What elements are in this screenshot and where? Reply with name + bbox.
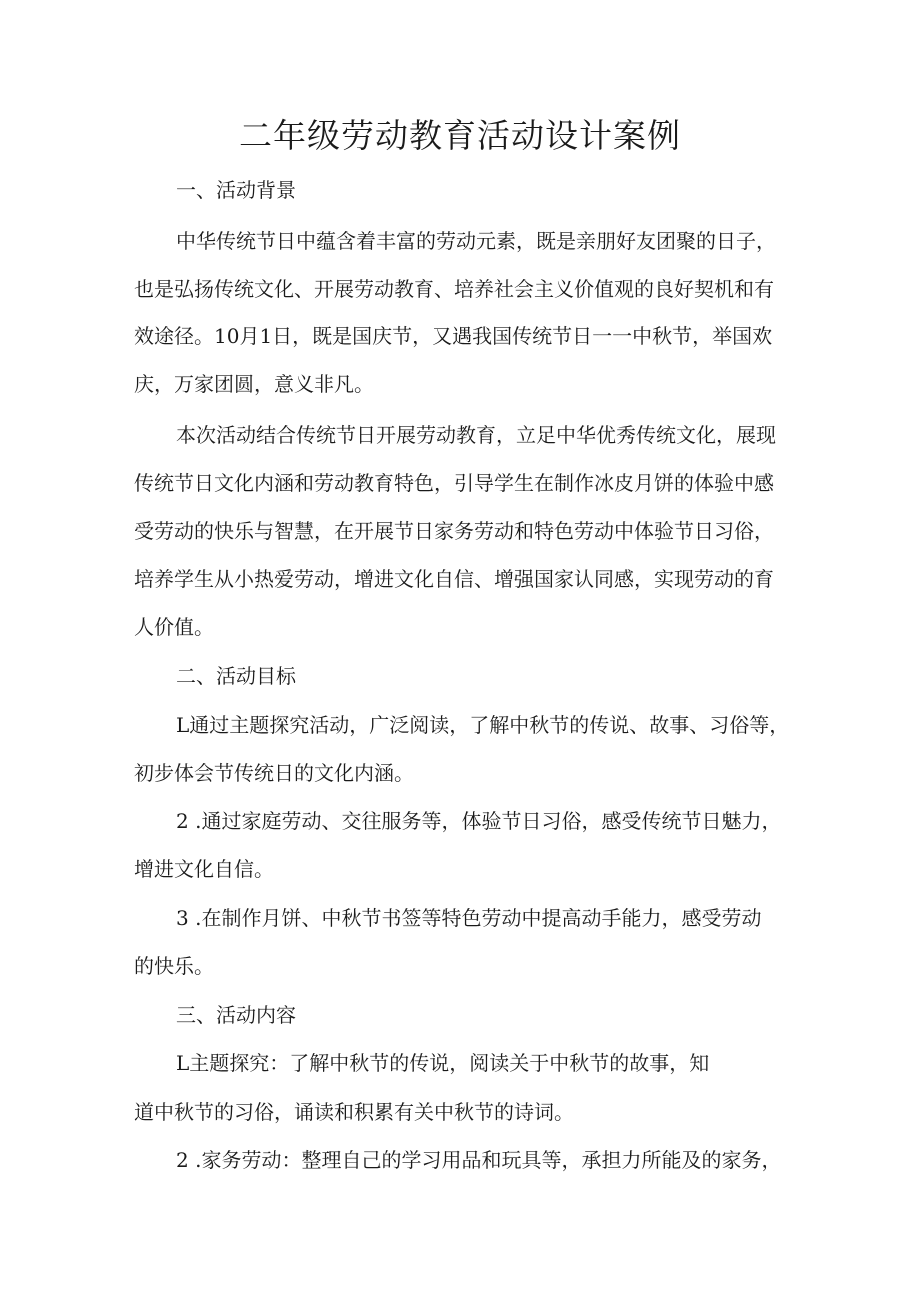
paragraph-line: 的快乐。: [134, 954, 214, 978]
paragraph-line: L主题探究：了解中秋节的传说，阅读关于中秋节的故事，知: [176, 1051, 710, 1075]
paragraph-line: 初步体会节传统日的文化内涵。: [134, 761, 414, 785]
paragraph-line: 受劳动的快乐与智慧，在开展节日家务劳动和特色劳动中体验节日习俗，: [134, 519, 774, 543]
paragraph-line: L通过主题探究活动，广泛阅读，了解中秋节的传说、故事、习俗等，: [176, 713, 790, 737]
paragraph-line: 2 .通过家庭劳动、交往服务等，体验节日习俗，感受传统节日魅力，: [176, 809, 782, 833]
paragraph-line: 道中秋节的习俗，诵读和积累有关中秋节的诗词。: [134, 1100, 574, 1124]
section-heading-background: 一、活动背景: [176, 178, 296, 202]
paragraph-line: 2 .家务劳动：整理自己的学习用品和玩具等，承担力所能及的家务，: [176, 1148, 782, 1172]
paragraph-line: 培养学生从小热爱劳动，增进文化自信、增强国家认同感，实现劳动的育: [134, 567, 774, 591]
paragraph-line: 中华传统节日中蕴含着丰富的劳动元素，既是亲朋好友团聚的日子，: [176, 229, 776, 253]
document-title: 二年级劳动教育活动设计案例: [239, 116, 681, 155]
paragraph-line: 也是弘扬传统文化、开展劳动教育、培养社会主义价值观的良好契机和有: [134, 277, 774, 301]
paragraph-line: 3 .在制作月饼、中秋节书签等特色劳动中提高动手能力，感受劳动: [176, 906, 762, 930]
paragraph-line: 本次活动结合传统节日开展劳动教育，立足中华优秀传统文化，展现: [176, 423, 776, 447]
paragraph-line: 效途径。10月1日，既是国庆节，又遇我国传统节日一一中秋节，举国欢: [134, 324, 773, 348]
paragraph-line: 增进文化自信。: [134, 857, 274, 881]
paragraph-line: 人价值。: [134, 615, 214, 639]
paragraph-line: 庆，万家团圆，意义非凡。: [134, 372, 374, 396]
section-heading-goals: 二、活动目标: [176, 664, 296, 688]
section-heading-content: 三、活动内容: [176, 1003, 296, 1027]
paragraph-line: 传统节日文化内涵和劳动教育特色，引导学生在制作冰皮月饼的体验中感: [134, 471, 774, 495]
